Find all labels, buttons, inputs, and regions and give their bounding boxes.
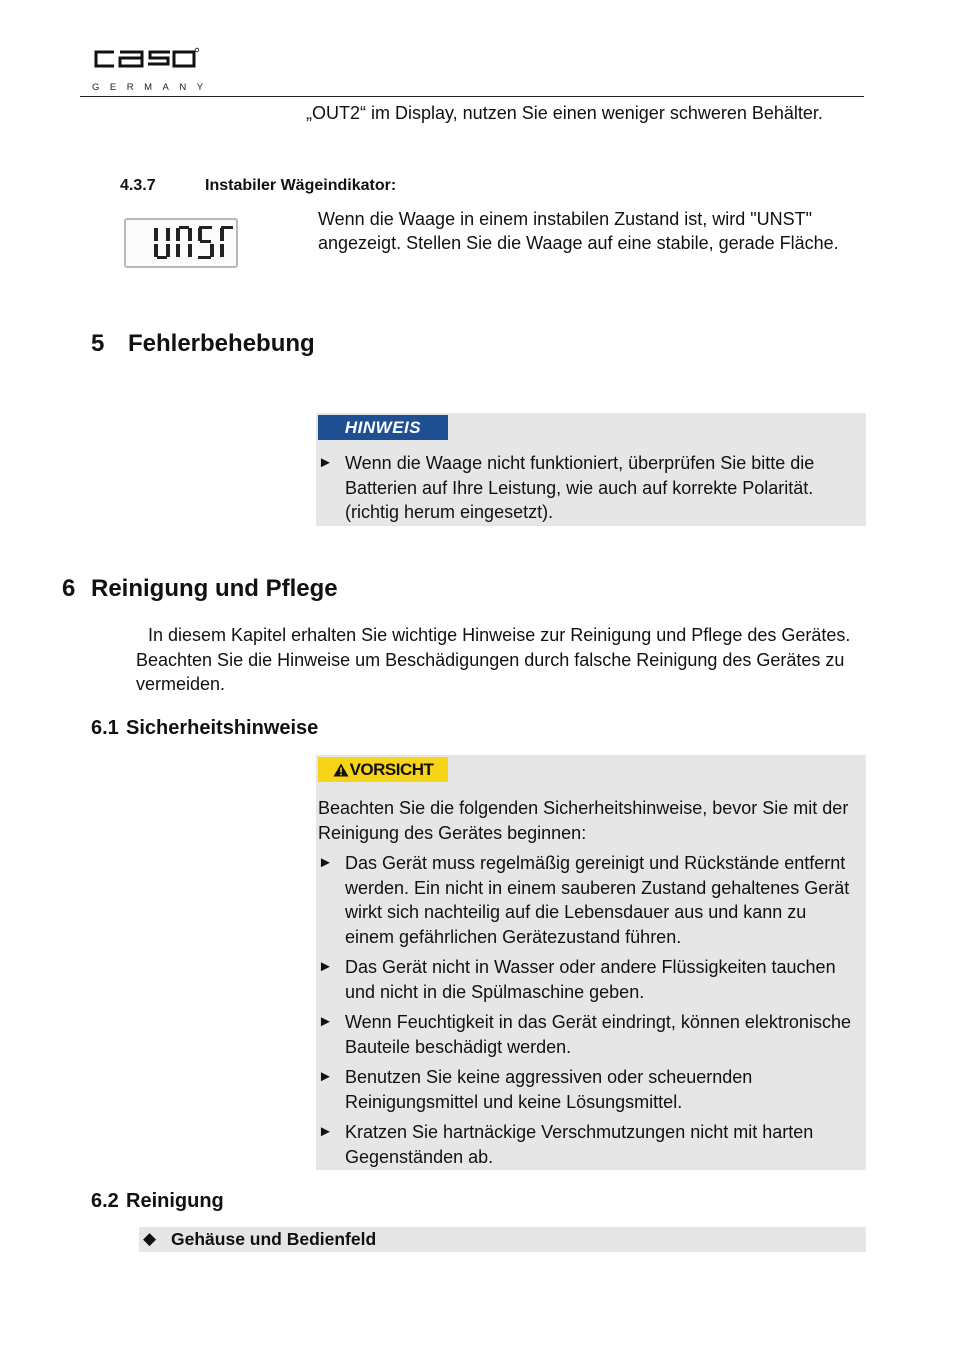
list-item — [318, 955, 858, 1004]
bullet-arrow-icon: ► — [318, 1068, 333, 1085]
bullet-arrow-icon: ► — [318, 454, 333, 471]
notice-badge: HINWEIS — [318, 415, 448, 440]
intro-paragraph: In diesem Kapitel erhalten Sie wichtige Hinweise zur Reinigung und Pflege des Gerätes. Beachten Sie die Hinweise um Beschädigungen durch falsche Reinigung des Gerätes zu vermeiden. — [136, 625, 851, 694]
list-item-text: Wenn die Waage nicht funktioniert, überprüfen Sie bitte die Batterien auf Ihre Leistung, wie auch auf korrekte Polarität.(richtig herum eingesetzt). — [345, 453, 815, 522]
caution-badge-label: VORSICHT — [349, 760, 434, 779]
list-item — [318, 451, 858, 525]
list-item-text: Wenn Feuchtigkeit in das Gerät eindringt, können elektronische Bauteile beschädigt werden. — [345, 1012, 851, 1057]
section-number: 4.3.7 — [120, 177, 156, 194]
chapter-title: Fehlerbehebung — [128, 330, 315, 357]
bullet-arrow-icon: ► — [318, 1123, 333, 1140]
chapter-title: Reinigung und Pflege — [91, 575, 338, 602]
header-divider — [80, 96, 864, 97]
warning-triangle-icon — [333, 763, 349, 777]
list-item — [318, 1065, 858, 1114]
lcd-display-image — [124, 218, 238, 268]
list-item-text: Das Gerät muss regelmäßig gereinigt und Rückstände entfernt werden. Ein nicht in einem sauberen Zustand gehaltenes Gerät wirkt sich nachteilig auf die Lebensdauer aus und kann zu einem gefährlichen Gerätezustand führen. — [345, 853, 850, 947]
bullet-arrow-icon: ► — [318, 958, 333, 975]
brand-subtitle: GERMANY — [92, 82, 214, 93]
section-title: Reinigung — [126, 1190, 224, 1212]
section-title: Instabiler Wägeindikator: — [205, 177, 397, 194]
lcd-unst-icon — [126, 220, 236, 266]
caso-logo-icon — [90, 44, 200, 72]
list-item-text: Benutzen Sie keine aggressiven oder scheuernden Reinigungsmittel und keine Lösungsmittel. — [345, 1067, 753, 1112]
section-number: 6.1 — [91, 717, 119, 739]
subheading-label: Gehäuse und Bedienfeld — [171, 1229, 377, 1249]
caution-badge — [318, 757, 448, 782]
list-item — [318, 851, 858, 949]
list-item-text: Das Gerät nicht in Wasser oder andere Flüssigkeiten tauchen und nicht in die Spülmaschine geben. — [345, 957, 836, 1002]
section-title: Sicherheitshinweise — [126, 717, 319, 739]
diamond-bullet-icon: ◆ — [143, 1229, 157, 1248]
list-item — [318, 1010, 858, 1059]
section-number: 6.2 — [91, 1190, 119, 1212]
bullet-arrow-icon: ► — [318, 1013, 333, 1030]
continuation-text: „OUT2“ im Display, nutzen Sie einen weniger schweren Behälter. — [306, 103, 823, 123]
paragraph: Wenn die Waage in einem instabilen Zustand ist, wird "UNST" angezeigt. Stellen Sie die Waage auf eine stabile, gerade Fläche. — [318, 209, 839, 253]
chapter-number: 5 — [91, 330, 105, 357]
bullet-arrow-icon: ► — [318, 854, 333, 871]
caution-lead: Beachten Sie die folgenden Sicherheitshinweise, bevor Sie mit der Reinigung des Gerätes beginnen: — [318, 798, 849, 843]
list-item-text: Kratzen Sie hartnäckige Verschmutzungen nicht mit harten Gegenständen ab. — [345, 1122, 814, 1167]
list-item — [318, 1120, 858, 1169]
chapter-number: 6 — [62, 575, 76, 602]
